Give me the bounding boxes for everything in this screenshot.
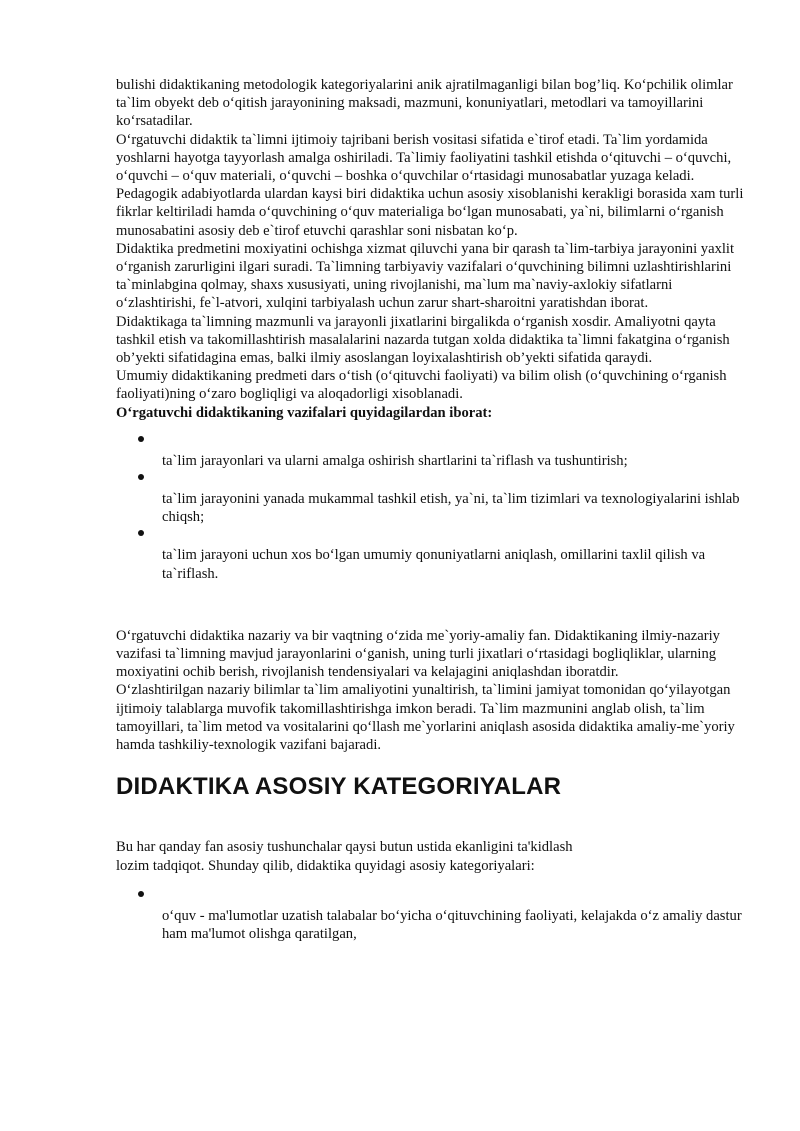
paragraph: Didaktika predmetini moxiyatini ochishga xizmat qiluvchi yana bir qarash ta`lim-tarbiya jarayonini yaxlit o‘rganish zarurligini ilgari suradi. Ta`limning tarbiyaviy vazifalari o‘quvchining bilimni uzlashtirishlarini ta`minlabgina qolmay, shaxs xususiyati, uning rivojlanishi, ma`lum ma`naviy-axlokiy sifatlarni o‘zlashtirishi, fe`l-atvori, xulqini tarbiyalash uchun zarur shart-sharoitni yaratishdan iborat. (116, 240, 735, 312)
spacer (116, 802, 748, 838)
tasks-list (116, 434, 748, 583)
list-item-text: ta`lim jarayoni uchun xos bo‘lgan umumiy qonuniyatlarni aniqlash, omillarini taxlil qilish va ta`riflash. (162, 547, 706, 582)
paragraph: Didaktikaga ta`limning mazmunli va jarayonli jixatlarini birgalikda o‘rganish xosdir. Amaliyotni qayta tashkil etish va takomillashtirish masalalarini nazarda tutgan xolda didaktika ta`limni fakatgina o‘rganish ob’yekti sifatidagina emas, balki ilmiy asoslangan loyixalashtirish ob’yekti sifatida qaraydi. (116, 313, 730, 367)
bullet-icon (138, 891, 144, 897)
list-item (116, 472, 748, 526)
paragraph: O‘rgatuvchi didaktik ta`limni ijtimoiy tajribani berish vositasi sifatida e`tirof etadi. Ta`lim yordamida yoshlarni hayotga tayyorlash amalga oshiriladi. Ta`limiy faoliyatini tashkil etishda o‘qituvchi – o‘quvchi, o‘quvchi – o‘quv materiali, o‘quvchi – boshka o‘quvchilar o‘rtasidagi munosabatlar yuzaga keladi. (116, 131, 732, 185)
bullet-icon (138, 530, 144, 536)
bullet-icon (138, 474, 144, 480)
paragraph: Umumiy didaktikaning predmeti dars o‘tish (o‘qituvchi faoliyati) va bilim olish (o‘quvchining o‘rganish faoliyati)ning o‘zaro bogliqligi va aloqadorligi xisoblanadi. (116, 368, 727, 403)
intro-line: lozim tadqiqot. Shunday qilib, didaktika quyidagi asosiy kategoriyalari: (116, 857, 535, 874)
tasks-heading: O‘rgatuvchi didaktikaning vazifalari quyidagilardan iborat: (116, 404, 493, 421)
spacer (116, 585, 748, 627)
list-item (116, 434, 748, 470)
document-page (116, 76, 748, 943)
list-item (116, 889, 748, 943)
list-item-text: ta`lim jarayonlari va ularni amalga oshirish shartlarini ta`riflash va tushuntirish; (162, 452, 628, 469)
paragraph: O‘rgatuvchi didaktika nazariy va bir vaqtning o‘zida me`yoriy-amaliy fan. Didaktikaning ilmiy-nazariy vazifasi ta`limning mavjud jarayonlarini o‘ganish, uning turli jixatlari o‘rtasidagi bogliqliklar, ularning moxiyatini ochib berish, rivojlanish tendensiyalari va kelajagini aniqlashdan iboratdir. (116, 627, 720, 681)
paragraph: bulishi didaktikaning metodologik kategoriyalarini anik ajratilmaganligi bilan bog’liq. Ko‘pchilik olimlar ta`lim obyekt deb o‘qitish jarayonining maksadi, mazmuni, konuniyatlari, metodlari va tamoyillarini ko‘rsatadilar. (116, 77, 733, 130)
bullet-icon (138, 436, 144, 442)
section-heading: DIDAKTIKA ASOSIY KATEGORIYALAR (116, 773, 562, 801)
list-item-text: ta`lim jarayonini yanada mukammal tashkil etish, ya`ni, ta`lim tizimlari va texnologiyalarini ishlab chiqsh; (162, 491, 740, 526)
paragraph: Pedagogik adabiyotlarda ulardan kaysi biri didaktika uchun asosiy xisoblanishi kerakligi borasida xam turli fikrlar keltiriladi hamda o‘quvchining o‘quv materialiga bo‘lgan munosabati, ya`ni, bilimlarni o‘rganish munosabatini asosiy deb e`tirof etuvchi qarashlar soni nisbatan ko‘p. (116, 186, 744, 239)
list-item (116, 528, 748, 582)
list-item-text: o‘quv - ma'lumotlar uzatish talabalar bo‘yicha o‘qituvchining faoliyati, kelajakda o‘z amaliy dastur ham ma'lumot olishga qaratilgan, (162, 907, 742, 942)
paragraph: O‘zlashtirilgan nazariy bilimlar ta`lim amaliyotini yunaltirish, ta`limini jamiyat tomonidan qo‘yilayotgan ijtimoiy talablarga muvofik takomillashtirishga imkon beradi. Ta`lim mazmunini anglab olish, ta`lim tamoyillari, ta`lim metod va vositalarini qo‘llash me`yorlarini aniqlash asosida didaktika amaliy-me`yoriy hamda tashkiliy-texnologik vazifani bajaradi. (116, 682, 735, 754)
categories-list (116, 889, 748, 943)
intro-line: Bu har qanday fan asosiy tushunchalar qaysi butun ustida ekanligini ta'kidlash (116, 839, 573, 856)
